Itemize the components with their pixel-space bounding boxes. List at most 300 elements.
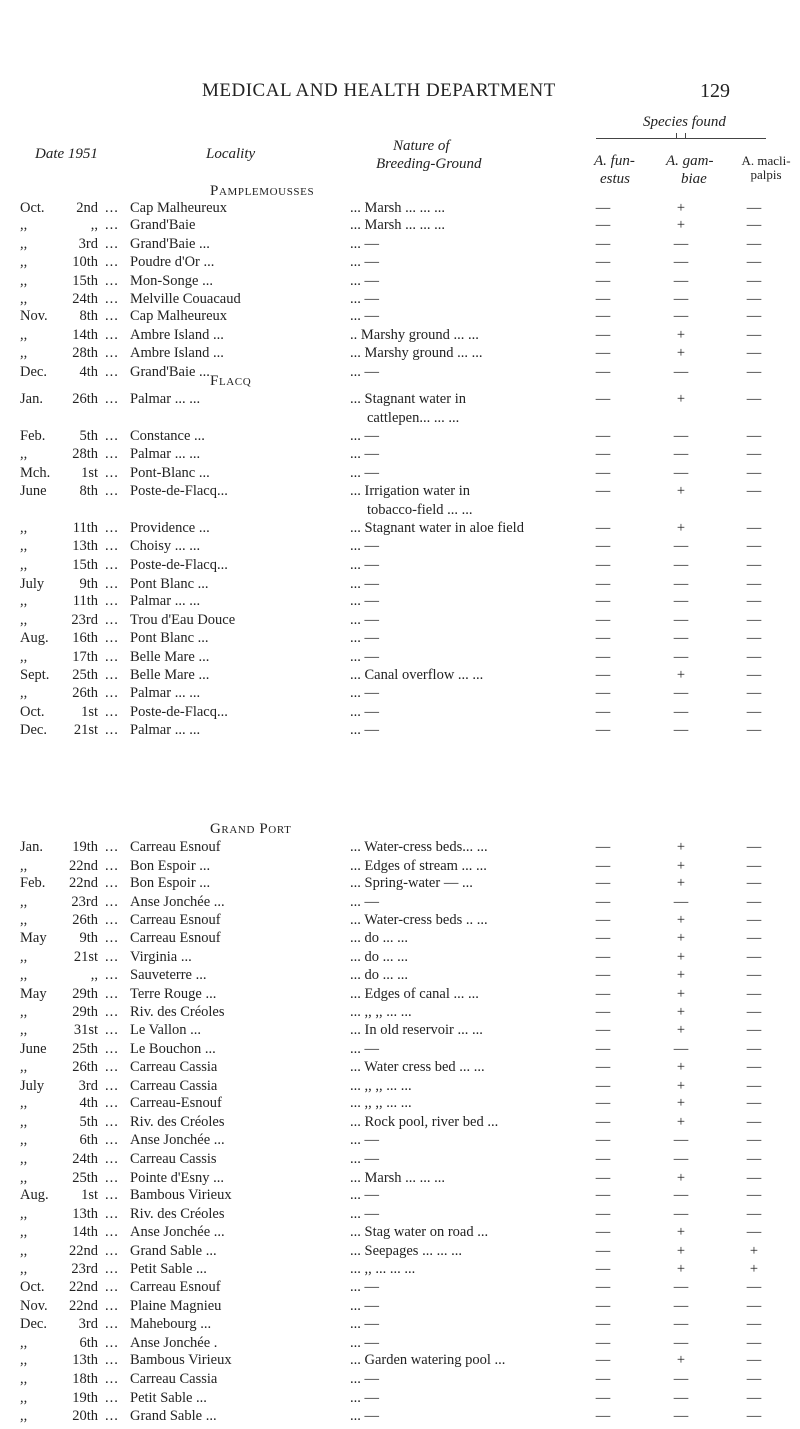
nature-cell: ... — bbox=[350, 1335, 379, 1351]
locality-cell: Le Vallon ... bbox=[130, 1022, 202, 1038]
species-funestus-cell: — bbox=[595, 1041, 611, 1057]
species-maculipalpis-cell: — bbox=[746, 1170, 762, 1186]
nature-cell: ... — bbox=[350, 1206, 379, 1222]
nature-cell: ... — bbox=[350, 649, 379, 665]
table-row bbox=[0, 1316, 800, 1336]
species-funestus-cell: — bbox=[595, 1371, 611, 1387]
species-gambiae-cell: — bbox=[673, 1408, 689, 1424]
species-gambiae-cell: — bbox=[673, 273, 689, 289]
leader-dots: ... bbox=[105, 593, 119, 609]
species-gambiae-cell: — bbox=[673, 308, 689, 324]
nature-cell: ... — bbox=[350, 1371, 379, 1387]
locality-cell: Bon Espoir ... bbox=[130, 875, 211, 891]
species-maculipalpis-cell: — bbox=[746, 704, 762, 720]
locality-cell: Grand'Baie bbox=[130, 217, 196, 233]
date-month: ,, bbox=[20, 1170, 28, 1186]
species-maculipalpis-cell: — bbox=[746, 1390, 762, 1406]
date-month: Sept. bbox=[20, 667, 50, 683]
leader-dots: ... bbox=[105, 483, 119, 499]
locality-cell: Sauveterre ... bbox=[130, 967, 207, 983]
species-funestus-cell: — bbox=[595, 1390, 611, 1406]
species-funestus-cell: — bbox=[595, 1261, 611, 1277]
column-header-fun-2: estus bbox=[600, 171, 630, 187]
species-funestus-cell: — bbox=[595, 520, 611, 536]
column-header-gam-2: biae bbox=[681, 171, 707, 187]
date-month: Dec. bbox=[20, 722, 47, 738]
date-day: 22nd bbox=[69, 858, 98, 874]
species-funestus-cell: — bbox=[595, 345, 611, 361]
species-gambiae-cell: — bbox=[673, 1187, 689, 1203]
species-gambiae-cell: + bbox=[676, 327, 686, 343]
species-gambiae-cell: + bbox=[676, 912, 686, 928]
species-maculipalpis-cell: — bbox=[746, 1408, 762, 1424]
locality-cell: Pont-Blanc ... bbox=[130, 465, 210, 481]
leader-dots: ... bbox=[105, 1151, 119, 1167]
date-day: 31st bbox=[73, 1022, 98, 1038]
species-gambiae-cell: — bbox=[673, 685, 689, 701]
date-month: ,, bbox=[20, 894, 28, 910]
species-funestus-cell: — bbox=[595, 236, 611, 252]
nature-cell: ... Stagnant water in bbox=[350, 391, 466, 407]
table-row bbox=[0, 1390, 800, 1410]
column-header-locality: Locality bbox=[206, 146, 256, 162]
locality-cell: Virginia ... bbox=[130, 949, 192, 965]
species-gambiae-cell: — bbox=[673, 704, 689, 720]
date-month: ,, bbox=[20, 273, 28, 289]
date-day: 28th bbox=[72, 345, 98, 361]
nature-cell: ... Stag water on road ... bbox=[350, 1224, 489, 1240]
species-maculipalpis-cell: — bbox=[746, 345, 762, 361]
date-month: ,, bbox=[20, 1095, 28, 1111]
date-day: 14th bbox=[72, 327, 98, 343]
column-header-mac-1: A. macli- bbox=[741, 153, 791, 168]
date-day: 15th bbox=[72, 557, 98, 573]
leader-dots: ... bbox=[105, 1059, 119, 1075]
species-funestus-cell: — bbox=[595, 649, 611, 665]
leader-dots: ... bbox=[105, 327, 119, 343]
date-month: ,, bbox=[20, 1206, 28, 1222]
table-row bbox=[0, 1279, 800, 1299]
leader-dots: ... bbox=[105, 1132, 119, 1148]
date-day: 28th bbox=[72, 446, 98, 462]
date-day: 1st bbox=[81, 1187, 98, 1203]
species-gambiae-cell: — bbox=[673, 1132, 689, 1148]
nature-cell: ... — bbox=[350, 428, 379, 444]
species-funestus-cell: — bbox=[595, 930, 611, 946]
table-row bbox=[0, 1206, 800, 1226]
leader-dots: ... bbox=[105, 1187, 119, 1203]
nature-cell: ... Marsh ... ... ... bbox=[350, 200, 446, 216]
species-gambiae-cell: + bbox=[676, 1261, 686, 1277]
leader-dots: ... bbox=[105, 364, 119, 380]
date-day: 13th bbox=[72, 1206, 98, 1222]
species-funestus-cell: — bbox=[595, 1078, 611, 1094]
date-month: ,, bbox=[20, 557, 28, 573]
date-month: ,, bbox=[20, 1243, 28, 1259]
species-maculipalpis-cell: — bbox=[746, 1335, 762, 1351]
date-month: Oct. bbox=[20, 1279, 45, 1295]
date-day: 16th bbox=[72, 630, 98, 646]
leader-dots: ... bbox=[105, 254, 119, 270]
species-funestus-cell: — bbox=[595, 1224, 611, 1240]
table-row bbox=[0, 428, 800, 448]
leader-dots: ... bbox=[105, 428, 119, 444]
species-maculipalpis-cell: — bbox=[746, 1095, 762, 1111]
date-month: Dec. bbox=[20, 1316, 47, 1332]
locality-cell: Carreau Esnouf bbox=[130, 839, 221, 855]
locality-cell: Grand Sable ... bbox=[130, 1408, 217, 1424]
date-day: 5th bbox=[79, 1114, 98, 1130]
locality-cell: Terre Rouge ... bbox=[130, 986, 217, 1002]
species-gambiae-cell: — bbox=[673, 1151, 689, 1167]
species-maculipalpis-cell: — bbox=[746, 1078, 762, 1094]
species-maculipalpis-cell: — bbox=[746, 967, 762, 983]
species-maculipalpis-cell: — bbox=[746, 1206, 762, 1222]
species-maculipalpis-cell: — bbox=[746, 291, 762, 307]
nature-cell: ... — bbox=[350, 1151, 379, 1167]
species-maculipalpis-cell: — bbox=[746, 1224, 762, 1240]
date-day: 29th bbox=[72, 986, 98, 1002]
leader-dots: ... bbox=[105, 200, 119, 216]
date-month: ,, bbox=[20, 236, 28, 252]
species-gambiae-cell: + bbox=[676, 200, 686, 216]
nature-cell: ... — bbox=[350, 630, 379, 646]
species-maculipalpis-cell: — bbox=[746, 1114, 762, 1130]
date-month: June bbox=[20, 483, 47, 499]
date-day: 19th bbox=[72, 839, 98, 855]
nature-cell: ... ,, ,, ... ... bbox=[350, 1004, 412, 1020]
date-month: ,, bbox=[20, 446, 28, 462]
date-month: May bbox=[20, 986, 47, 1002]
locality-cell: Carreau Cassia bbox=[130, 1371, 218, 1387]
leader-dots: ... bbox=[105, 894, 119, 910]
species-gambiae-cell: — bbox=[673, 1316, 689, 1332]
date-day: 26th bbox=[72, 685, 98, 701]
leader-dots: ... bbox=[105, 1041, 119, 1057]
species-funestus-cell: — bbox=[595, 1059, 611, 1075]
species-maculipalpis-cell: — bbox=[746, 875, 762, 891]
nature-cell: ... In old reservoir ... ... bbox=[350, 1022, 483, 1038]
species-funestus-cell: — bbox=[595, 291, 611, 307]
table-row bbox=[0, 722, 800, 742]
species-funestus-cell: — bbox=[595, 1243, 611, 1259]
locality-cell: Petit Sable ... bbox=[130, 1261, 207, 1277]
table-row bbox=[0, 875, 800, 895]
species-maculipalpis-cell: — bbox=[746, 649, 762, 665]
locality-cell: Bon Espoir ... bbox=[130, 858, 211, 874]
species-maculipalpis-cell: — bbox=[746, 465, 762, 481]
locality-cell: Carreau Cassia bbox=[130, 1059, 218, 1075]
date-month: ,, bbox=[20, 1114, 28, 1130]
locality-cell: Pont Blanc ... bbox=[130, 576, 209, 592]
table-row bbox=[0, 1132, 800, 1152]
locality-cell: Pointe d'Esny ... bbox=[130, 1170, 225, 1186]
species-maculipalpis-cell: — bbox=[746, 667, 762, 683]
date-day: 24th bbox=[72, 1151, 98, 1167]
species-gambiae-cell: — bbox=[673, 236, 689, 252]
date-day: 26th bbox=[72, 912, 98, 928]
nature-cell: ... do ... ... bbox=[350, 949, 408, 965]
leader-dots: ... bbox=[105, 630, 119, 646]
species-gambiae-cell: + bbox=[676, 1114, 686, 1130]
species-maculipalpis-cell: + bbox=[749, 1261, 759, 1277]
species-gambiae-cell: — bbox=[673, 1335, 689, 1351]
species-gambiae-cell: + bbox=[676, 1095, 686, 1111]
table-row bbox=[0, 1041, 800, 1061]
locality-cell: Carreau Esnouf bbox=[130, 912, 221, 928]
table-row bbox=[0, 593, 800, 613]
nature-cell: ... — bbox=[350, 308, 379, 324]
date-day: 20th bbox=[72, 1408, 98, 1424]
species-funestus-cell: — bbox=[595, 1206, 611, 1222]
date-month: ,, bbox=[20, 1151, 28, 1167]
date-day: 17th bbox=[72, 649, 98, 665]
species-gambiae-cell: + bbox=[676, 520, 686, 536]
nature-cell: ... Spring-water — ... bbox=[350, 875, 473, 891]
table-row bbox=[0, 839, 800, 859]
leader-dots: ... bbox=[105, 1371, 119, 1387]
date-month: ,, bbox=[20, 685, 28, 701]
locality-cell: Mahebourg ... bbox=[130, 1316, 212, 1332]
leader-dots: ... bbox=[105, 1243, 119, 1259]
leader-dots: ... bbox=[105, 1114, 119, 1130]
table-row bbox=[0, 327, 800, 347]
table-row bbox=[0, 1004, 800, 1024]
locality-cell: Grand Sable ... bbox=[130, 1243, 217, 1259]
locality-cell: Palmar ... ... bbox=[130, 446, 201, 462]
species-maculipalpis-cell: — bbox=[746, 273, 762, 289]
species-gambiae-cell: — bbox=[673, 254, 689, 270]
species-gambiae-cell: + bbox=[676, 875, 686, 891]
nature-cell: ... — bbox=[350, 1279, 379, 1295]
species-maculipalpis-cell: — bbox=[746, 858, 762, 874]
locality-cell: Riv. des Créoles bbox=[130, 1004, 225, 1020]
locality-cell: Carreau-Esnouf bbox=[130, 1095, 222, 1111]
species-gambiae-cell: — bbox=[673, 630, 689, 646]
table-row bbox=[0, 465, 800, 485]
species-funestus-cell: — bbox=[595, 894, 611, 910]
date-month: ,, bbox=[20, 1224, 28, 1240]
leader-dots: ... bbox=[105, 308, 119, 324]
date-day: 9th bbox=[79, 576, 98, 592]
species-funestus-cell: — bbox=[595, 1298, 611, 1314]
column-header-mac-2: palpis bbox=[750, 167, 782, 182]
table-row bbox=[0, 1352, 800, 1372]
locality-cell: Palmar ... ... bbox=[130, 391, 201, 407]
species-maculipalpis-cell: — bbox=[746, 612, 762, 628]
species-gambiae-cell: + bbox=[676, 217, 686, 233]
locality-cell: Poste-de-Flacq... bbox=[130, 704, 228, 720]
species-gambiae-cell: + bbox=[676, 949, 686, 965]
locality-cell: Belle Mare ... bbox=[130, 649, 210, 665]
nature-continuation: tobacco-field ... ... bbox=[367, 502, 473, 518]
table-row bbox=[0, 557, 800, 577]
locality-cell: Bambous Virieux bbox=[130, 1352, 232, 1368]
date-month: ,, bbox=[20, 912, 28, 928]
species-gambiae-cell: + bbox=[676, 1078, 686, 1094]
species-gambiae-cell: — bbox=[673, 428, 689, 444]
date-month: May bbox=[20, 930, 47, 946]
table-row bbox=[0, 254, 800, 274]
table-row bbox=[0, 1059, 800, 1079]
date-day: 21st bbox=[73, 722, 98, 738]
species-gambiae-cell: — bbox=[673, 364, 689, 380]
species-maculipalpis-cell: — bbox=[746, 1316, 762, 1332]
species-funestus-cell: — bbox=[595, 593, 611, 609]
nature-cell: ... — bbox=[350, 254, 379, 270]
leader-dots: ... bbox=[105, 538, 119, 554]
date-day: 25th bbox=[72, 667, 98, 683]
nature-cell: ... — bbox=[350, 1390, 379, 1406]
species-maculipalpis-cell: — bbox=[746, 949, 762, 965]
table-row bbox=[0, 236, 800, 256]
table-row bbox=[0, 1261, 800, 1281]
leader-dots: ... bbox=[105, 912, 119, 928]
nature-cell: ... Water cress bed ... ... bbox=[350, 1059, 485, 1075]
page-number: 129 bbox=[700, 80, 730, 102]
nature-cell: ... Marsh ... ... ... bbox=[350, 1170, 446, 1186]
locality-cell: Mon-Songe ... bbox=[130, 273, 213, 289]
date-day: 10th bbox=[72, 254, 98, 270]
leader-dots: ... bbox=[105, 1316, 119, 1332]
date-month: ,, bbox=[20, 327, 28, 343]
species-gambiae-cell: + bbox=[676, 986, 686, 1002]
table-row bbox=[0, 1243, 800, 1263]
locality-cell: Poste-de-Flacq... bbox=[130, 483, 228, 499]
date-month: ,, bbox=[20, 1408, 28, 1424]
leader-dots: ... bbox=[105, 1022, 119, 1038]
leader-dots: ... bbox=[105, 1170, 119, 1186]
species-gambiae-cell: + bbox=[676, 839, 686, 855]
nature-cell: ... Rock pool, river bed ... bbox=[350, 1114, 499, 1130]
date-day: 14th bbox=[72, 1224, 98, 1240]
species-maculipalpis-cell: — bbox=[746, 538, 762, 554]
species-gambiae-cell: — bbox=[673, 291, 689, 307]
species-funestus-cell: — bbox=[595, 483, 611, 499]
locality-cell: Anse Jonchée . bbox=[130, 1335, 218, 1351]
table-row bbox=[0, 704, 800, 724]
column-header-nature-1: Nature of bbox=[393, 138, 450, 154]
table-row bbox=[0, 949, 800, 969]
locality-cell: Riv. des Créoles bbox=[130, 1114, 225, 1130]
table-row bbox=[0, 538, 800, 558]
locality-cell: Petit Sable ... bbox=[130, 1390, 207, 1406]
species-maculipalpis-cell: — bbox=[746, 1298, 762, 1314]
column-header-gam-1: A. gam- bbox=[666, 153, 714, 169]
leader-dots: ... bbox=[105, 217, 119, 233]
species-funestus-cell: — bbox=[595, 1022, 611, 1038]
species-funestus-cell: — bbox=[595, 967, 611, 983]
leader-dots: ... bbox=[105, 1279, 119, 1295]
nature-cell: ... Canal overflow ... ... bbox=[350, 667, 484, 683]
nature-cell: ... — bbox=[350, 612, 379, 628]
date-month: Aug. bbox=[20, 630, 49, 646]
nature-cell: .. Marshy ground ... ... bbox=[350, 327, 479, 343]
date-month: ,, bbox=[20, 1022, 28, 1038]
date-month: Feb. bbox=[20, 875, 46, 891]
species-maculipalpis-cell: — bbox=[746, 930, 762, 946]
locality-cell: Grand'Baie ... bbox=[130, 364, 210, 380]
leader-dots: ... bbox=[105, 520, 119, 536]
species-funestus-cell: — bbox=[595, 428, 611, 444]
leader-dots: ... bbox=[105, 1095, 119, 1111]
locality-cell: Trou d'Eau Douce bbox=[130, 612, 236, 628]
species-gambiae-cell: + bbox=[676, 967, 686, 983]
date-day: 4th bbox=[79, 1095, 98, 1111]
locality-cell: Providence ... bbox=[130, 520, 210, 536]
species-funestus-cell: — bbox=[595, 1170, 611, 1186]
species-maculipalpis-cell: — bbox=[746, 912, 762, 928]
date-day: 3rd bbox=[78, 236, 98, 252]
species-maculipalpis-cell: — bbox=[746, 576, 762, 592]
nature-cell: ... — bbox=[350, 1316, 379, 1332]
table-row bbox=[0, 986, 800, 1006]
species-gambiae-cell: + bbox=[676, 1170, 686, 1186]
table-row bbox=[0, 1371, 800, 1391]
leader-dots: ... bbox=[105, 685, 119, 701]
table-row bbox=[0, 630, 800, 650]
leader-dots: ... bbox=[105, 1206, 119, 1222]
leader-dots: ... bbox=[105, 465, 119, 481]
table-row bbox=[0, 1224, 800, 1244]
date-month: ,, bbox=[20, 1390, 28, 1406]
leader-dots: ... bbox=[105, 612, 119, 628]
nature-cell: ... Seepages ... ... ... bbox=[350, 1243, 462, 1259]
species-maculipalpis-cell: — bbox=[746, 1004, 762, 1020]
locality-cell: Carreau Cassis bbox=[130, 1151, 217, 1167]
date-month: July bbox=[20, 576, 45, 592]
species-funestus-cell: — bbox=[595, 217, 611, 233]
locality-cell: Riv. des Créoles bbox=[130, 1206, 225, 1222]
table-row bbox=[0, 308, 800, 328]
species-maculipalpis-cell: — bbox=[746, 1041, 762, 1057]
nature-cell: ... — bbox=[350, 685, 379, 701]
date-day: 26th bbox=[72, 1059, 98, 1075]
nature-cell: ... Garden watering pool ... bbox=[350, 1352, 506, 1368]
date-month: Mch. bbox=[20, 465, 51, 481]
nature-cell: ... ,, ,, ... ... bbox=[350, 1095, 412, 1111]
date-day: 13th bbox=[72, 1352, 98, 1368]
leader-dots: ... bbox=[105, 1078, 119, 1094]
leader-dots: ... bbox=[105, 858, 119, 874]
species-maculipalpis-cell: — bbox=[746, 685, 762, 701]
date-month: Aug. bbox=[20, 1187, 49, 1203]
section-heading: Grand Port bbox=[210, 821, 292, 837]
date-day: 6th bbox=[79, 1335, 98, 1351]
date-day: 23rd bbox=[71, 1261, 98, 1277]
species-gambiae-cell: + bbox=[676, 483, 686, 499]
table-row bbox=[0, 1408, 800, 1428]
date-month: June bbox=[20, 1041, 47, 1057]
species-maculipalpis-cell: — bbox=[746, 1279, 762, 1295]
species-gambiae-cell: + bbox=[676, 858, 686, 874]
date-month: ,, bbox=[20, 1004, 28, 1020]
date-month: ,, bbox=[20, 538, 28, 554]
species-maculipalpis-cell: — bbox=[746, 1371, 762, 1387]
locality-cell: Grand'Baie ... bbox=[130, 236, 210, 252]
locality-cell: Pont Blanc ... bbox=[130, 630, 209, 646]
table-row bbox=[0, 364, 800, 384]
species-gambiae-cell: + bbox=[676, 1243, 686, 1259]
species-gambiae-cell: — bbox=[673, 538, 689, 554]
species-maculipalpis-cell: — bbox=[746, 308, 762, 324]
nature-cell: ... — bbox=[350, 722, 379, 738]
nature-cell: ... Irrigation water in bbox=[350, 483, 470, 499]
species-gambiae-cell: + bbox=[676, 1004, 686, 1020]
locality-cell: Belle Mare ... bbox=[130, 667, 210, 683]
column-header-fun-1: A. fun- bbox=[594, 153, 635, 169]
species-funestus-cell: — bbox=[595, 465, 611, 481]
